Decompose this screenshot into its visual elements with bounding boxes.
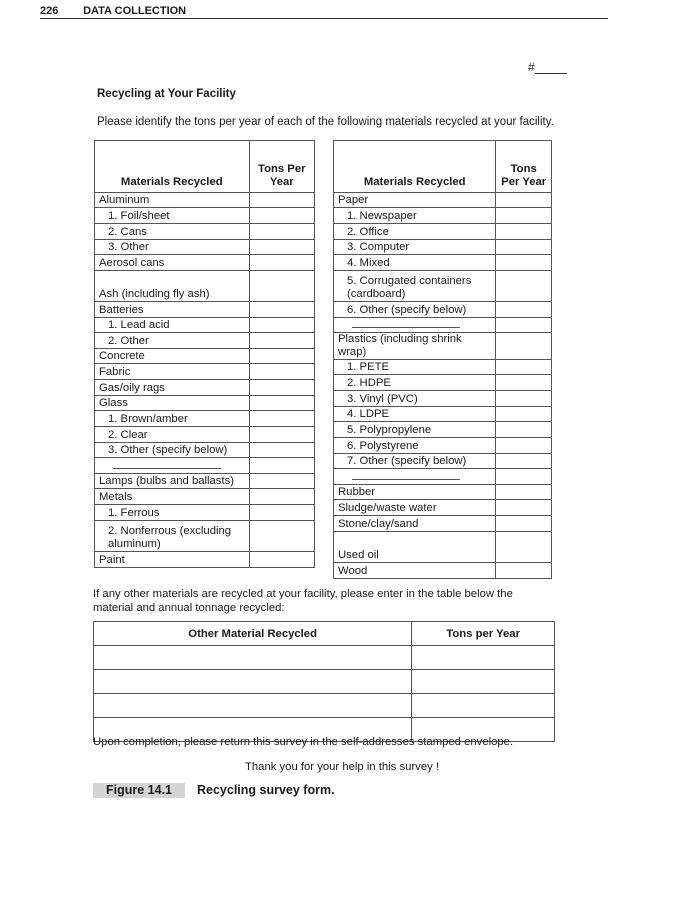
tons-cell[interactable] [496, 302, 552, 318]
tons-cell[interactable] [249, 443, 314, 458]
other-material-cell[interactable] [94, 694, 412, 718]
tons-cell[interactable] [496, 438, 552, 454]
tons-cell[interactable] [496, 516, 552, 532]
tons-cell[interactable] [496, 333, 552, 360]
material-cell: 2. Cans [95, 224, 250, 240]
tons-cell[interactable] [496, 454, 552, 469]
figure-label: Figure 14.1 [93, 783, 185, 798]
instructions: Please identify the tons per year of each of the following materials recycled at your facility. [97, 116, 554, 128]
thank-you-note: Thank you for your help in this survey ! [245, 761, 440, 773]
tons-cell[interactable] [496, 224, 552, 240]
material-cell: 1. Ferrous [95, 505, 250, 521]
tons-cell[interactable] [496, 391, 552, 407]
tons-cell[interactable] [249, 427, 314, 443]
tons-cell[interactable] [412, 694, 555, 718]
tons-cell[interactable] [496, 469, 552, 485]
tons-cell[interactable] [249, 474, 314, 489]
header-other-material: Other Material Recycled [94, 622, 412, 646]
table-row [94, 646, 555, 670]
tons-cell[interactable] [249, 349, 314, 364]
tons-cell[interactable] [496, 500, 552, 516]
material-cell: Concrete [95, 349, 250, 364]
tons-cell[interactable] [496, 360, 552, 375]
material-cell: Rubber [334, 485, 496, 500]
material-cell: 5. Corrugated containers (cardboard) [334, 271, 496, 302]
material-cell: Ash (including fly ash) [95, 271, 250, 302]
material-cell: 2. Clear [95, 427, 250, 443]
specify-line [352, 471, 460, 480]
tons-cell[interactable] [249, 458, 314, 474]
materials-table-right [333, 140, 552, 579]
form-number-line [535, 62, 567, 74]
material-cell: Paper [334, 193, 496, 208]
material-cell: 1. Brown/amber [95, 411, 250, 427]
header-materials-recycled: Materials Recycled [334, 141, 496, 193]
tons-cell[interactable] [412, 646, 555, 670]
tons-cell[interactable] [249, 193, 314, 208]
tons-cell[interactable] [249, 224, 314, 240]
tons-cell[interactable] [496, 485, 552, 500]
material-cell: 3. Other (specify below) [95, 443, 250, 458]
tons-cell[interactable] [496, 532, 552, 563]
table-row [94, 670, 555, 694]
material-cell: 3. Computer [334, 240, 496, 255]
specify-blank[interactable] [334, 469, 496, 485]
material-cell: Wood [334, 563, 496, 579]
specify-line [352, 319, 460, 328]
tons-cell[interactable] [496, 375, 552, 391]
tons-cell[interactable] [249, 364, 314, 380]
material-cell: Metals [95, 489, 250, 505]
material-cell: Paint [95, 552, 250, 568]
specify-blank[interactable] [95, 458, 250, 474]
material-cell: 2. HDPE [334, 375, 496, 391]
material-cell: Glass [95, 396, 250, 411]
page-number: 226 [40, 5, 59, 17]
material-cell: Lamps (bulbs and ballasts) [95, 474, 250, 489]
material-cell: Fabric [95, 364, 250, 380]
tons-cell[interactable] [496, 422, 552, 438]
tons-cell[interactable] [249, 333, 314, 349]
section-heading: DATA COLLECTION [83, 5, 187, 17]
material-cell: Stone/clay/sand [334, 516, 496, 532]
form-number-label: # [528, 60, 535, 74]
material-cell: 1. Newspaper [334, 208, 496, 224]
header-tons-per-year: Tons per Year [412, 622, 555, 646]
material-cell: Aluminum [95, 193, 250, 208]
material-cell: Gas/oily rags [95, 380, 250, 396]
tons-cell[interactable] [496, 563, 552, 579]
material-cell: 1. Foil/sheet [95, 208, 250, 224]
material-cell: 1. PETE [334, 360, 496, 375]
material-cell: Plastics (including shrink wrap) [334, 333, 496, 360]
material-cell: 6. Other (specify below) [334, 302, 496, 318]
other-material-cell[interactable] [94, 670, 412, 694]
tons-cell[interactable] [249, 396, 314, 411]
material-cell: 3. Other [95, 240, 250, 255]
material-cell: 4. LDPE [334, 407, 496, 422]
table-row [94, 694, 555, 718]
section-title: Recycling at Your Facility [97, 88, 236, 100]
tons-cell[interactable] [249, 255, 314, 271]
running-head [40, 4, 608, 19]
tons-cell[interactable] [496, 271, 552, 302]
tons-cell[interactable] [496, 318, 552, 333]
tons-cell[interactable] [249, 489, 314, 505]
specify-blank[interactable] [334, 318, 496, 333]
tons-cell[interactable] [249, 271, 314, 302]
material-cell: 6. Polystyrene [334, 438, 496, 454]
tons-cell[interactable] [249, 208, 314, 224]
header-materials-recycled: Materials Recycled [95, 141, 250, 193]
tons-cell[interactable] [496, 407, 552, 422]
material-cell: 5. Polypropylene [334, 422, 496, 438]
material-cell: 7. Other (specify below) [334, 454, 496, 469]
tons-cell[interactable] [249, 302, 314, 318]
figure-caption: Recycling survey form. [197, 783, 335, 797]
material-cell: 2. Other [95, 333, 250, 349]
return-note: Upon completion, please return this survey in the self-addresses stamped envelope. [93, 736, 514, 748]
material-cell: Sludge/waste water [334, 500, 496, 516]
material-cell: 2. Office [334, 224, 496, 240]
materials-table-left [94, 140, 315, 568]
other-materials-table [93, 621, 555, 742]
tons-cell[interactable] [249, 521, 314, 552]
header-tons-per-year: Tons Per Year [496, 141, 552, 193]
specify-line [113, 460, 221, 469]
tons-cell[interactable] [496, 193, 552, 208]
tons-cell[interactable] [249, 411, 314, 427]
header-tons-per-year: Tons Per Year [249, 141, 314, 193]
tons-cell[interactable] [412, 670, 555, 694]
tons-cell[interactable] [496, 240, 552, 255]
tons-cell[interactable] [249, 505, 314, 521]
material-cell: 2. Nonferrous (excluding aluminum) [95, 521, 250, 552]
material-cell: 3. Vinyl (PVC) [334, 391, 496, 407]
material-cell: Aerosol cans [95, 255, 250, 271]
tons-cell[interactable] [249, 240, 314, 255]
other-material-cell[interactable] [94, 646, 412, 670]
material-cell: 4. Mixed [334, 255, 496, 271]
material-cell: Batteries [95, 302, 250, 318]
other-materials-intro: If any other materials are recycled at your facility, please enter in the table below the material and annual tonnage recycled: [93, 588, 513, 614]
tons-cell[interactable] [496, 208, 552, 224]
tons-cell[interactable] [496, 255, 552, 271]
form-number [528, 60, 567, 74]
material-cell: 1. Lead acid [95, 318, 250, 333]
tons-cell[interactable] [249, 380, 314, 396]
tons-cell[interactable] [249, 552, 314, 568]
tons-cell[interactable] [249, 318, 314, 333]
material-cell: Used oil [334, 532, 496, 563]
